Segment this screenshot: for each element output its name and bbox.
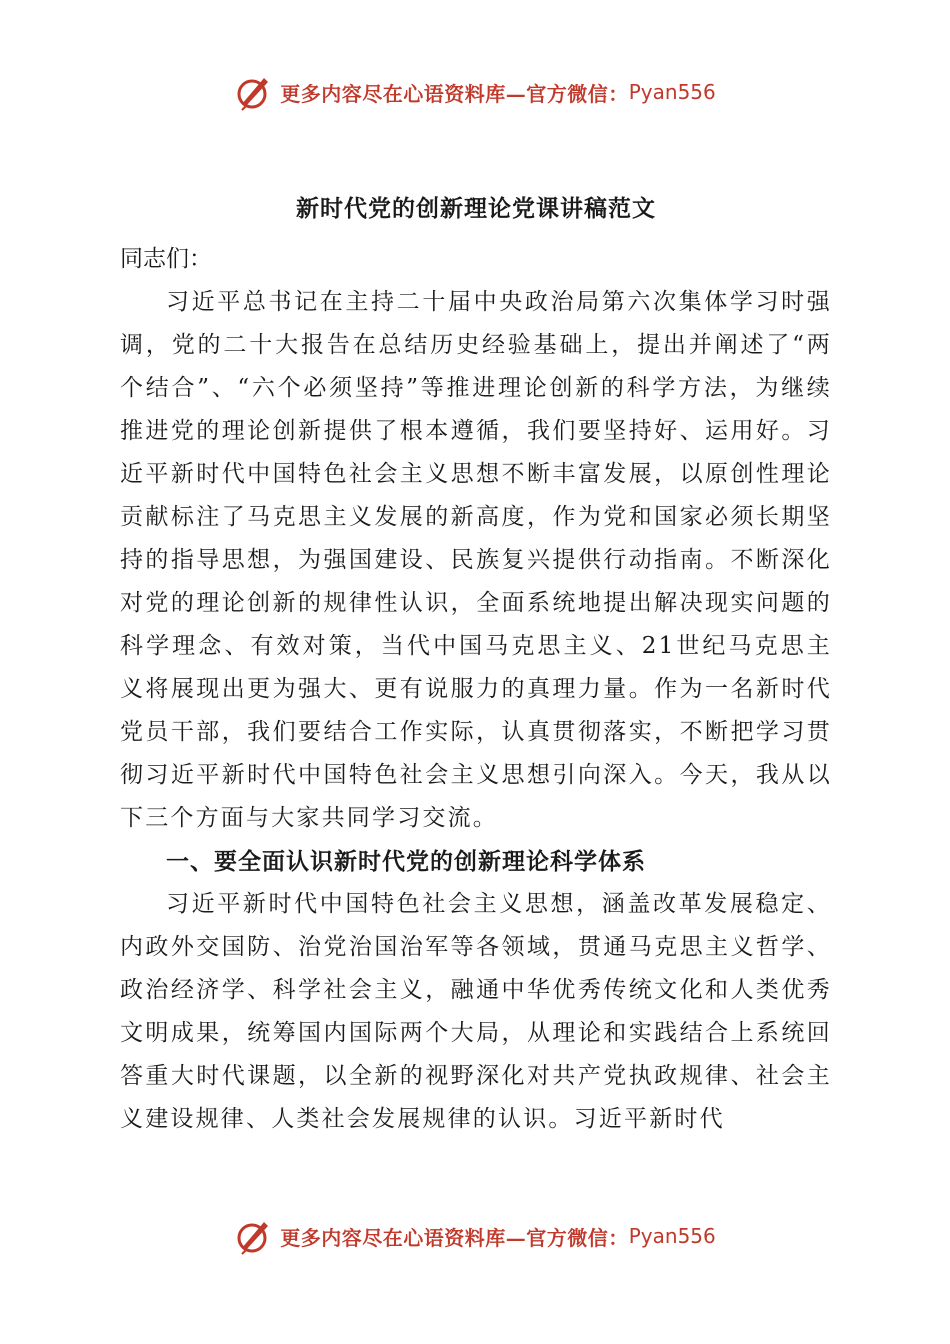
banner-text: 更多内容尽在心语资料库—官方微信： bbox=[280, 81, 629, 106]
header-watermark-banner bbox=[0, 70, 950, 114]
banner-text: 更多内容尽在心语资料库—官方微信： bbox=[280, 1225, 629, 1250]
quill-logo-icon bbox=[234, 72, 274, 112]
quill-logo-icon bbox=[234, 1216, 274, 1256]
intro-paragraph: 习近平总书记在主持二十届中央政治局第六次集体学习时强调，党的二十大报告在总结历史经验基础上，提出并阐述了“两个结合”、“六个必须坚持”等推进理论创新的科学方法，为继续推进党的理论创新提供了根本遵循，我们要坚持好、运用好。习近平新时代中国特色社会主义思想不断丰富发展，以原创性理论贡献标注了马克思主义发展的新高度，作为党和国家必须长期坚持的指导思想，为强国建设、民族复兴提供行动指南。不断深化对党的理论创新的规律性认识，全面系统地提出解决现实问题的科学理念、有效对策，当代中国马克思主义、21世纪马克思主义将展现出更为强大、更有说服力的真理力量。作为一名新时代党员干部，我们要结合工作实际，认真贯彻落实，不断把学习贯彻习近平新时代中国特色社会主义思想引向深入。今天，我从以下三个方面与大家共同学习交流。 bbox=[120, 289, 832, 831]
footer-watermark-banner bbox=[0, 1214, 950, 1258]
section-heading-1: 一、要全面认识新时代党的创新理论科学体系 bbox=[166, 848, 646, 875]
salutation: 同志们： bbox=[120, 246, 212, 272]
banner-wechat-id: Pyan556 bbox=[628, 80, 716, 104]
banner-wechat-id: Pyan556 bbox=[628, 1224, 716, 1248]
section-1-paragraph: 习近平新时代中国特色社会主义思想，涵盖改革发展稳定、内政外交国防、治党治国治军等各领域，贯通马克思主义哲学、政治经济学、科学社会主义，融通中华优秀传统文化和人类优秀文明成果，统筹国内国际两个大局，从理论和实践结合上系统回答重大时代课题，以全新的视野深化对共产党执政规律、社会主义建设规律、人类社会发展规律的认识。习近平新时代 bbox=[120, 891, 832, 1132]
document-title: 新时代党的创新理论党课讲稿范文 bbox=[296, 195, 656, 222]
document-body bbox=[120, 180, 832, 1141]
